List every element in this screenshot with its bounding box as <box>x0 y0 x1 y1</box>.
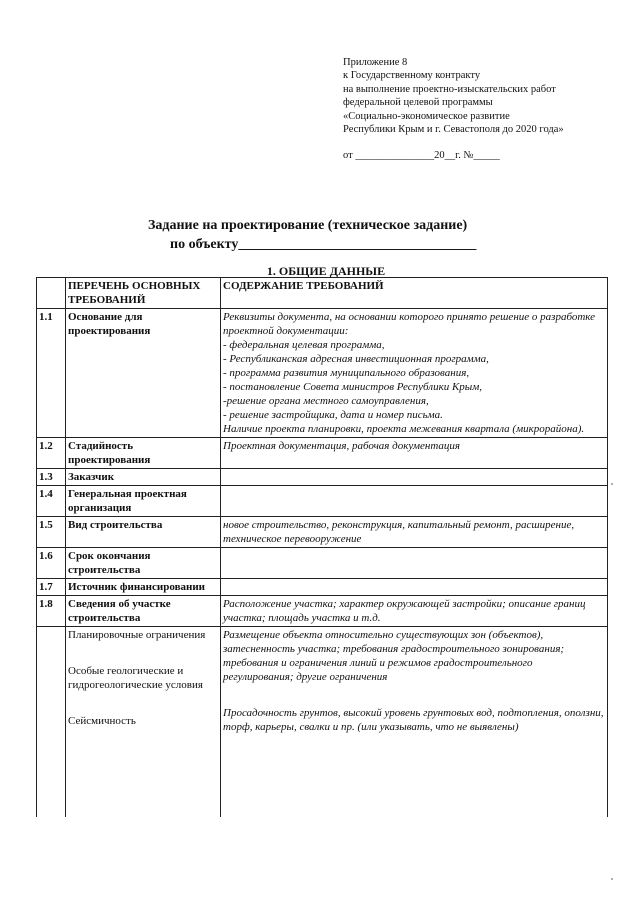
table-row <box>37 596 608 627</box>
document-title <box>148 216 476 254</box>
row-number: 1.5 <box>37 517 66 548</box>
title-line-2: по объекту__________________________________ <box>170 237 477 252</box>
appendix-line: к Государственному контракту <box>343 70 481 82</box>
appendix-line: на выполнение проектно-изыскательских работ <box>343 83 556 95</box>
scan-artifact <box>611 483 613 485</box>
row-name: Срок окончания строительства <box>66 548 221 579</box>
row-number: 1.6 <box>37 548 66 579</box>
row-name: Заказчик <box>66 469 221 486</box>
table-row <box>37 486 608 517</box>
appendix-line: «Социально-экономическое развитие <box>343 110 510 122</box>
row-content <box>221 579 608 596</box>
content-line: - Республиканская адресная инвестиционная программа, <box>223 353 489 365</box>
row-content: новое строительство, реконструкция, капитальный ремонт, расширение, техническое перевооружение <box>221 517 608 548</box>
subsection-contents <box>221 627 608 817</box>
content-line: - постановление Совета министров Республики Крым, <box>223 381 483 393</box>
header-requirements-list: ПЕРЕЧЕНЬ ОСНОВНЫХ ТРЕБОВАНИЙ <box>66 278 221 309</box>
table-row <box>37 309 608 438</box>
title-line-1: Задание на проектирование (техническое задание) <box>148 218 468 233</box>
header-num-cell <box>37 278 66 309</box>
content-line: - федеральная целевая программа, <box>223 339 385 351</box>
row-number: 1.3 <box>37 469 66 486</box>
table-row <box>37 517 608 548</box>
content-line: Реквизиты документа, на основании которого принято решение о разработке проектной документации: <box>223 311 596 337</box>
table-header-row <box>37 278 608 309</box>
row-number-empty <box>37 627 66 817</box>
row-name: Источник финансировании <box>66 579 221 596</box>
table-row-subsections <box>37 627 608 817</box>
row-number: 1.4 <box>37 486 66 517</box>
row-content <box>221 309 608 438</box>
content-line: Наличие проекта планировки, проекта межевания квартала (микрорайона). <box>223 423 585 435</box>
table-row <box>37 469 608 486</box>
row-content <box>221 486 608 517</box>
appendix-line: федеральной целевой программы <box>343 97 493 109</box>
header-requirements-content: СОДЕРЖАНИЕ ТРЕБОВАНИЙ <box>221 278 608 309</box>
sub-name-seismic: Сейсмичность <box>68 715 136 727</box>
table-row <box>37 548 608 579</box>
sub-name-planning: Планировочные ограничения <box>68 629 206 641</box>
row-name: Генеральная проектная организация <box>66 486 221 517</box>
row-name: Сведения об участке строительства <box>66 596 221 627</box>
row-content: Проектная документация, рабочая документация <box>221 438 608 469</box>
sub-content-geology: Просадочность грунтов, высокий уровень грунтовых вод, подтопления, оползни, торф, карьеры, свалки и пр. (или указывать, что не выявлены) <box>223 707 604 733</box>
section-title: 1. ОБЩИЕ ДАННЫЕ <box>266 264 386 278</box>
appendix-line: Республики Крым и г. Севастополя до 2020 года» <box>343 124 564 136</box>
row-content: Расположение участка; характер окружающей застройки; описание границ участка; площадь участка и т.д. <box>221 596 608 627</box>
content-line: -решение органа местного самоуправления, <box>223 395 429 407</box>
requirements-table <box>36 277 608 817</box>
table-row <box>37 438 608 469</box>
scan-artifact <box>611 878 613 880</box>
row-number: 1.8 <box>37 596 66 627</box>
row-content <box>221 469 608 486</box>
appendix-line: Приложение 8 <box>343 57 408 68</box>
sub-name-geology: Особые геологические и гидрогеологические условия <box>68 665 203 691</box>
row-name: Основание для проектирования <box>66 309 221 438</box>
content-line: - решение застройщика, дата и номер письма. <box>223 409 443 421</box>
table-row <box>37 579 608 596</box>
row-content <box>221 548 608 579</box>
row-name: Стадийность проектирования <box>66 438 221 469</box>
subsection-names <box>66 627 221 817</box>
content-line: - программа развития муниципального образования, <box>223 367 470 379</box>
contract-date-line: от _______________20__г. №_____ <box>343 150 500 161</box>
sub-content-planning: Размещение объекта относительно существующих зон (объектов), затесненность участка; требования градостроительного зонирования; требования и ограничения линий и режимов градостроительного регулирования; другие ограничения <box>223 629 565 683</box>
appendix-block <box>343 56 633 136</box>
row-number: 1.7 <box>37 579 66 596</box>
row-name: Вид строительства <box>66 517 221 548</box>
row-number: 1.1 <box>37 309 66 438</box>
row-number: 1.2 <box>37 438 66 469</box>
